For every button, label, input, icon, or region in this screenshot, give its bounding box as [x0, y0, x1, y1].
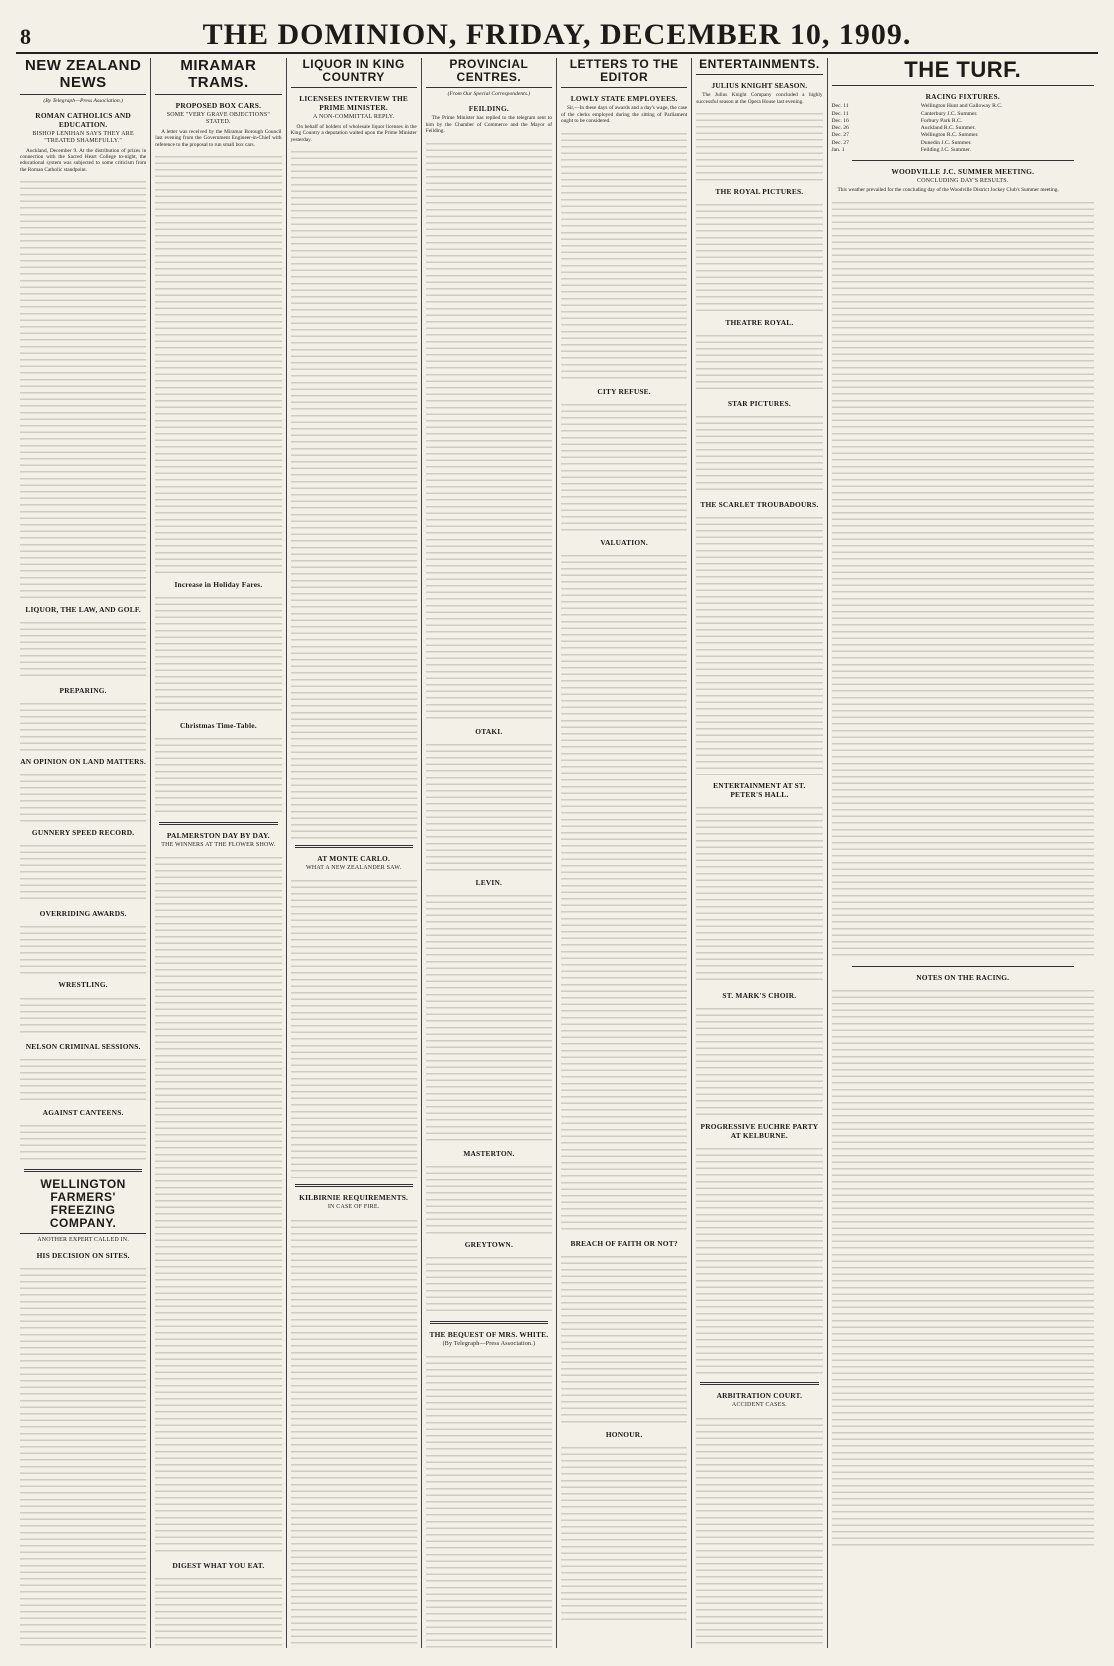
divider	[430, 1321, 548, 1324]
article-text: A letter was received by the Miramar Borough Council last evening from the Government Engineer-in-Chief with reference to the proposal to run small box cars.	[155, 128, 282, 148]
fixture-item: Dec. 16 Forbury Park R.C.	[831, 117, 963, 124]
article-headline: AGAINST CANTEENS.	[42, 1107, 124, 1117]
article-body-text	[696, 805, 822, 985]
article-body-text	[291, 1218, 417, 1648]
article-headline: FEILDING.	[468, 104, 509, 114]
article-headline: STAR PICTURES.	[727, 399, 791, 409]
article-headline: PREPARING.	[59, 686, 107, 696]
article-body-text	[696, 1006, 822, 1116]
article-body-text	[20, 179, 146, 599]
article-headline: WOODVILLE J.C. SUMMER MEETING.	[891, 166, 1035, 176]
article-headline: ARBITRATION COURT.	[716, 1391, 803, 1401]
article-body-text	[696, 414, 822, 494]
newspaper-title: THE DOMINION, FRIDAY, DECEMBER 10, 1909.	[202, 18, 912, 51]
article-headline: KILBIRNIE REQUIREMENTS.	[299, 1193, 409, 1203]
column-heading: THE TURF.	[832, 58, 1095, 86]
article-headline: BREACH OF FAITH OR NOT?	[570, 1238, 678, 1248]
column-miramar-trams	[151, 58, 286, 1648]
article-body-text	[20, 620, 146, 680]
article-body-text	[155, 1576, 281, 1648]
article-text: Auckland, December 9. At the distribution of prizes in connection with the Sacred Heart College to-night, the educational system was subjected to some criticism from the Roman Catholic standpoint.	[20, 147, 147, 173]
article-text: The Julius Knight Company concluded a highly successful season at the Opera House last evening.	[696, 92, 823, 105]
article-headline: WRESTLING.	[58, 980, 108, 990]
article-body-text	[20, 1266, 146, 1648]
article-headline: RACING FIXTURES.	[925, 92, 1000, 102]
article-headline: PROPOSED BOX CARS.	[175, 101, 262, 110]
article-text: The Prime Minister has replied to the telegram sent to him by the Chamber of Commerce and the Mayor of Feilding.	[425, 115, 552, 135]
fixture-item: Dec. 26 Auckland R.C. Summer.	[831, 125, 976, 132]
fixture-item: Dec. 27 Dunedin J.C. Summer.	[831, 139, 972, 146]
divider	[24, 1169, 142, 1172]
fixture-item: Dec. 27 Wellington R.C. Summer.	[831, 132, 979, 139]
article-body-text	[696, 202, 822, 312]
article-subheadline: (By Telegraph—Press Association.)	[442, 1340, 536, 1347]
article-body-text	[291, 149, 417, 839]
article-headline: OTAKI.	[475, 726, 503, 736]
article-headline: NOTES ON THE RACING.	[916, 972, 1010, 982]
article-headline: GUNNERY SPEED RECORD.	[31, 828, 135, 838]
column-heading: LIQUOR IN KING COUNTRY	[291, 58, 417, 88]
column-nz-news	[16, 58, 151, 1648]
column-liquor-king-country	[287, 58, 422, 1648]
column-provincial-centres	[422, 58, 557, 1648]
article-headline: AT MONTE CARLO.	[317, 854, 390, 864]
article-body-text	[20, 843, 146, 903]
article-columns	[16, 58, 1098, 1648]
article-text: Sir,—In these days of awards and a day's wage, the case of the clerks employed during the sitting of Parliament ought to be considered.	[561, 105, 688, 125]
article-headline: ENTERTAINMENT AT ST. PETER'S HALL.	[713, 781, 806, 800]
column-heading: NEW ZEALAND NEWS	[20, 58, 146, 95]
article-body-text	[696, 1416, 822, 1646]
article-body-text	[20, 701, 146, 751]
article-body-text	[20, 996, 146, 1036]
column-letters-to-editor	[557, 58, 692, 1648]
article-subheadline: THE WINNERS AT THE FLOWER SHOW.	[161, 842, 276, 849]
article-headline: VALUATION.	[600, 537, 648, 547]
article-headline: AN OPINION ON LAND MATTERS.	[20, 757, 147, 767]
article-body-text	[696, 1146, 822, 1376]
article-headline: MASTERTON.	[463, 1148, 515, 1158]
article-body-text	[20, 924, 146, 974]
article-headline: JULIUS KNIGHT SEASON.	[711, 81, 808, 91]
article-headline: ST. MARK'S CHOIR.	[722, 991, 797, 1001]
column-heading: LETTERS TO THE EDITOR	[561, 58, 687, 88]
article-text: This weather prevailed for the concluding day of the Woodville District Jockey Club's Summer meeting.	[837, 187, 1059, 194]
article-headline: THE SCARLET TROUBADOURS.	[700, 500, 819, 510]
article-body-text	[426, 742, 552, 872]
article-body-text	[696, 333, 822, 393]
divider	[295, 845, 413, 848]
article-body-text	[426, 1255, 552, 1315]
article-body-text	[561, 402, 687, 532]
article-body-text	[20, 1057, 146, 1102]
article-subheadline: CONCLUDING DAY'S RESULTS.	[917, 177, 1009, 184]
article-body-text	[696, 111, 822, 181]
article-body-text	[426, 893, 552, 1143]
column-entertainments	[692, 58, 827, 1648]
article-body-text	[561, 1254, 687, 1424]
article-headline: LOWLY STATE EMPLOYEES.	[570, 94, 678, 104]
article-body-text	[291, 878, 417, 1178]
column-heading: ENTERTAINMENTS.	[696, 58, 822, 75]
article-headline: NELSON CRIMINAL SESSIONS.	[25, 1041, 141, 1051]
article-headline: Increase in Holiday Fares.	[174, 580, 263, 590]
divider	[852, 160, 1075, 161]
article-text: On behalf of holders of wholesale liquor licenses in the King Country a deputation waited upon the Prime Minister yesterday.	[290, 123, 417, 143]
byline: (By Telegraph—Press Association.)	[43, 98, 123, 104]
article-body-text	[832, 200, 1095, 960]
fixture-item: Dec. 11 Canterbury J.C. Summer.	[831, 110, 978, 117]
article-headline: THE BEQUEST OF MRS. WHITE.	[429, 1329, 549, 1339]
article-headline: THE ROYAL PICTURES.	[715, 187, 804, 197]
article-headline: Christmas Time-Table.	[180, 721, 257, 731]
article-headline: GREYTOWN.	[464, 1239, 514, 1249]
article-body-text	[561, 553, 687, 1233]
article-body-text	[561, 1445, 687, 1625]
article-headline: OVERRIDING AWARDS.	[39, 909, 127, 919]
divider	[159, 822, 277, 825]
article-headline: HIS DECISION ON SITES.	[36, 1250, 130, 1260]
fixtures-list	[832, 103, 1095, 154]
article-body-text	[832, 988, 1095, 1548]
page-number: 8	[20, 24, 31, 49]
article-subheadline: ANOTHER EXPERT CALLED IN.	[37, 1237, 130, 1244]
fixture-item: Jan. 1 Feilding J.C. Summer.	[831, 147, 971, 154]
article-headline: LIQUOR, THE LAW, AND GOLF.	[25, 605, 141, 615]
divider	[295, 1184, 413, 1187]
byline: (From Our Special Correspondents.)	[447, 91, 531, 98]
article-subheadline: ACCIDENT CASES.	[731, 1402, 787, 1409]
article-body-text	[155, 154, 281, 574]
article-subheadline: BISHOP LENIHAN SAYS THEY ARE "TREATED SHAMEFULLY."	[32, 130, 134, 145]
article-headline: WELLINGTON FARMERS' FREEZING COMPANY.	[20, 1178, 146, 1235]
article-body-text	[696, 515, 822, 775]
article-subheadline: SOME "VERY GRAVE OBJECTIONS" STATED.	[166, 112, 271, 126]
article-body-text	[426, 141, 552, 721]
article-subheadline: WHAT A NEW ZEALANDER SAW.	[306, 865, 402, 872]
article-body-text	[561, 131, 687, 381]
masthead	[16, 14, 1098, 54]
article-body-text	[155, 595, 281, 715]
article-headline: LICENSEES INTERVIEW THE PRIME MINISTER.	[299, 94, 409, 113]
column-heading: PROVINCIAL CENTRES.	[426, 58, 552, 88]
divider	[852, 966, 1075, 967]
article-body-text	[20, 772, 146, 822]
article-headline: CITY REFUSE.	[597, 386, 651, 396]
article-body-text	[155, 855, 281, 1555]
article-headline: LEVIN.	[475, 877, 503, 887]
article-body-text	[155, 736, 281, 816]
article-body-text	[20, 1123, 146, 1163]
article-subheadline: IN CASE OF FIRE.	[327, 1204, 380, 1211]
article-headline: THEATRE ROYAL.	[725, 318, 794, 328]
article-headline: PALMERSTON DAY BY DAY.	[166, 831, 270, 841]
article-headline: ROMAN CATHOLICS AND EDUCATION.	[35, 110, 131, 129]
article-body-text	[426, 1354, 552, 1648]
fixture-item: Dec. 11 Wellington Hunt and Galloway R.C.	[831, 103, 1003, 110]
article-body-text	[426, 1164, 552, 1234]
article-headline: DIGEST WHAT YOU EAT.	[172, 1561, 265, 1571]
column-the-turf	[828, 58, 1099, 1648]
article-subheadline: A NON-COMMITTAL REPLY.	[313, 114, 395, 121]
article-headline: PROGRESSIVE EUCHRE PARTY AT KELBURNE.	[700, 1122, 819, 1141]
divider	[700, 1382, 818, 1385]
column-heading: MIRAMAR TRAMS.	[155, 58, 281, 95]
article-headline: HONOUR.	[605, 1429, 643, 1439]
